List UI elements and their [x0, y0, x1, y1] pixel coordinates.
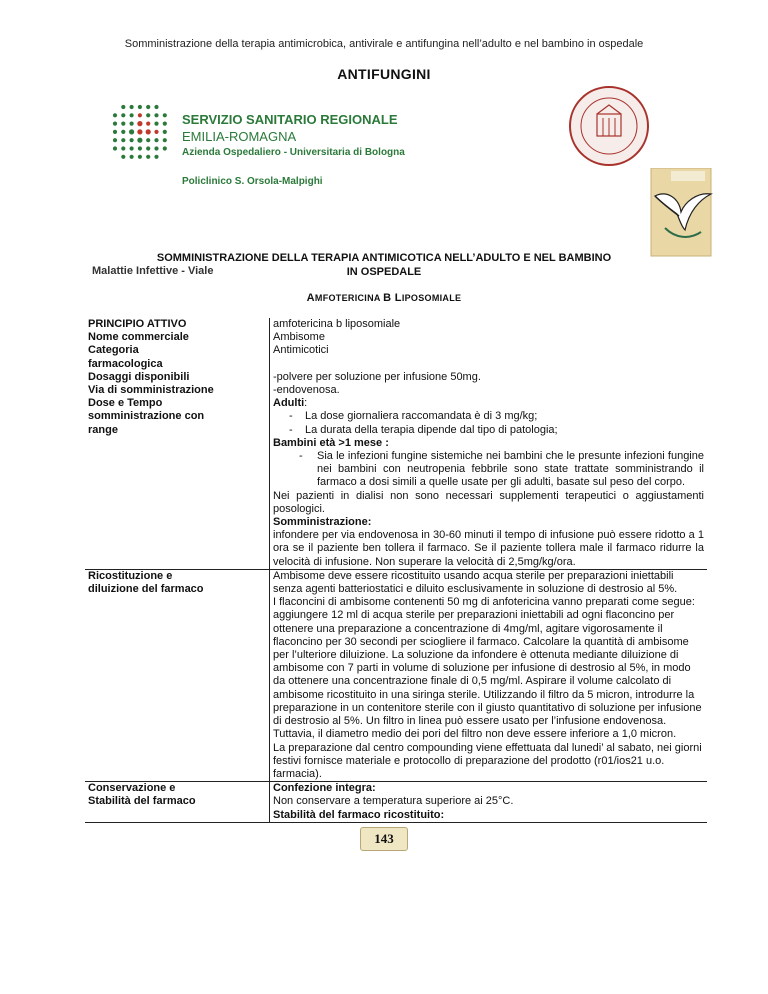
row-label-line: Categoria [88, 344, 139, 357]
logo-dot [163, 138, 167, 142]
confezione-heading: Confezione integra: [273, 782, 376, 795]
page-number: 143 [360, 827, 408, 851]
adulti-item-1: La dose giornaliera raccomandata è di 3 mg/kg; [305, 410, 538, 423]
drug-name-heading [0, 292, 768, 304]
dot-grid-icon [110, 102, 170, 162]
row-value-via: -endovenosa. [273, 384, 340, 397]
somministrazione-text: infondere per via endovenosa in 30-60 minuti il tempo di infusione può essere ridotto a 1 ora se il paziente ben tollera il farmaco. Se il paziente tollera male il farmaco ridurre la velocità di infusione. Non superare la velocità di 2,5mg/kg/ora. [273, 529, 704, 568]
logo-dot [130, 122, 134, 126]
logo-dot [138, 155, 142, 159]
logo-dot [130, 138, 134, 142]
logo-line-2: EMILIA-ROMAGNA [182, 129, 297, 144]
table-row [85, 397, 707, 569]
logo-line-3: Azienda Ospedaliero - Universitaria di Bologna [182, 147, 405, 158]
table-row [85, 344, 707, 370]
logo-dot [146, 105, 150, 109]
document-title-line-1: SOMMINISTRAZIONE DELLA TERAPIA ANTIMICOTICA NELL’ADULTO E NEL BAMBINO [156, 252, 612, 264]
bambini-heading: Bambini età >1 mese : [273, 436, 389, 449]
logo-dot [146, 129, 151, 134]
logo-dot [154, 122, 158, 126]
section-title: ANTIFUNGINI [337, 66, 431, 82]
table-row [85, 318, 707, 331]
logo-dot [130, 155, 134, 159]
row-value-conservazione [270, 782, 708, 823]
logo-dot [121, 113, 125, 117]
logo-dot [137, 129, 142, 134]
row-value-categoria: Antimicotici [273, 344, 329, 357]
logo-dot [129, 129, 134, 134]
logo-dot [154, 113, 158, 117]
row-label-dosaggi: Dosaggi disponibili [85, 371, 270, 384]
regional-health-logo [110, 98, 410, 190]
row-label-via: Via di somministrazione [85, 384, 270, 397]
drug-name-part: MFOTERICINA [314, 293, 384, 303]
logo-dot [130, 146, 134, 150]
logo-dot [121, 105, 125, 109]
adulti-colon: : [304, 397, 308, 410]
table-row [85, 569, 707, 781]
row-label-conservazione [85, 782, 270, 823]
row-label-line: farmacologica [88, 357, 163, 370]
row-label-line: Ricostituzione e [88, 569, 173, 582]
drug-name-part: A [306, 292, 315, 304]
confezione-text: Non conservare a temperatura superiore ai 25°C. [273, 795, 514, 808]
list-item: - Sia le infezioni fungine sistemiche nei bambini che le presunte infezioni fungine nei bambini con neutropenia febbrile sono state trattate somministrando il farmaco a dosi simili a quelle usate per gli adulti, basate sul peso del corpo. [299, 450, 704, 489]
somministrazione-heading: Somministrazione: [273, 516, 372, 529]
table-row [85, 371, 707, 384]
logo-dot [138, 105, 142, 109]
logo-dot [146, 138, 150, 142]
row-label-ricostituzione [85, 569, 270, 781]
logo-dot [121, 122, 125, 126]
document-title-line-2: IN OSPEDALE [346, 266, 422, 278]
adulti-heading: Adulti [273, 397, 305, 410]
logo-dot [137, 121, 142, 126]
logo-dot [154, 105, 158, 109]
logo-dot [121, 155, 125, 159]
logo-dot [121, 138, 125, 142]
row-value-ricostituzione [270, 569, 708, 781]
logo-dot [137, 138, 142, 143]
logo-dot [154, 130, 158, 134]
drug-data-table [85, 318, 707, 823]
logo-dot [154, 146, 158, 150]
row-label-line: Stabilità del farmaco [88, 795, 196, 808]
bambini-item-1: Sia le infezioni fungine sistemiche nei bambini che le presunte infezioni fungine nei bambini con neutropenia febbrile sono state trattate somministrando il farmaco a dosi simili a quelle usate per gli adulti, basate sul peso del corpo. [317, 450, 704, 489]
drug-name-part: L [391, 292, 402, 304]
ricostituzione-para-2: I flaconcini di ambisome contenenti 50 mg di anfotericina vanno preparati come segue: aggiungere 12 ml di acqua sterile per preparazioni iniettabili ad ogni flaconcino per ottenere una preparazione a concentrazione di 4mg/ml, agitare vigorosamente il flaconcino per 30 secondi per sciogliere il farmaco. Calcolare la quantità di ambisome per l’ulteriore diluizione. La soluzione da infondere è ottenuta mediante diluizione di ambisome con 7 parti in volume di soluzione per infusione di destrosio al 5%, in modo da ottenere una concentrazione finale di 0,5 mg/ml. Aspirare il volume calcolato di ambisome ricostituito in una siringa sterile. Utilizzando il filtro da 5 micron, introdurre la preparazione in un contenitore sterile con il giusto quantitativo di soluzione per infusione di destrosio al 5%. Un filtro in linea può essere usato per l’infusione endovenosa. Tuttavia, il diametro medio dei pori del filtro non deve essere inferiore a 1,0 micron. [273, 596, 702, 741]
table-row [85, 331, 707, 344]
logo-dot [154, 138, 158, 142]
row-value-nome: Ambisome [273, 331, 325, 344]
logo-dot [138, 146, 142, 150]
row-label-line: Dose e Tempo [88, 397, 163, 410]
logo-dot [130, 113, 134, 117]
logo-dot [138, 113, 142, 117]
drug-name-part: B [383, 292, 392, 304]
logo-dot [113, 138, 117, 142]
row-label-line: diluizione del farmaco [88, 583, 204, 596]
logo-dot [146, 155, 150, 159]
logo-dot [154, 155, 158, 159]
logo-dot [146, 146, 150, 150]
row-label-line: range [88, 423, 118, 436]
logo-dot [146, 122, 150, 126]
row-label-line: somministrazione con [88, 410, 205, 423]
row-label-categoria [85, 344, 270, 370]
table-row [85, 384, 707, 397]
logo-line-1: SERVIZIO SANITARIO REGIONALE [182, 112, 398, 127]
row-value-principio: amfotericina b liposomiale [273, 318, 401, 330]
stabilita-heading: Stabilità del farmaco ricostituito: [273, 808, 445, 821]
list-item: - La dose giornaliera raccomandata è di 3 mg/kg; [289, 410, 538, 423]
logo-dot [163, 146, 167, 150]
dialisi-text: Nei pazienti in dialisi non sono necessari supplementi terapeutici o aggiustamenti posologici. [273, 489, 704, 515]
logo-line-4: Policlinico S. Orsola-Malpighi [182, 176, 323, 187]
row-label-principio: PRINCIPIO ATTIVO [85, 318, 270, 331]
row-label-line: Conservazione e [88, 782, 176, 795]
logo-dot [163, 113, 167, 117]
study-center-bird-logo [645, 168, 717, 258]
logo-dot [113, 113, 117, 117]
ricostituzione-para-3: La preparazione dal centro compounding viene effettuata dal lunedi’ al sabato, nei giorni festivi fornisce materiale e protocollo di preparazione del prodotto (r01/ios21 u.o. farmacia). [273, 741, 702, 780]
logo-dot [130, 105, 134, 109]
adulti-item-2: La durata della terapia dipende dal tipo di patologia; [305, 423, 558, 436]
row-label-nome: Nome commerciale [85, 331, 270, 344]
logo-dot [113, 146, 117, 150]
row-label-dose [85, 397, 270, 569]
list-item: - La durata della terapia dipende dal tipo di patologia; [289, 423, 558, 436]
ricostituzione-para-1: Ambisome deve essere ricostituito usando acqua sterile per preparazioni iniettabili senza agenti batteriostatici e diluito esclusivamente in soluzione di destrosio al 5%. [273, 569, 678, 596]
university-seal-icon [568, 85, 650, 167]
logo-dot [113, 122, 117, 126]
row-value-dosaggi: -polvere per soluzione per infusione 50mg. [273, 370, 481, 383]
running-header: Somministrazione della terapia antimicrobica, antivirale e antifungina nell’adulto e nel bambino in ospedale [124, 38, 644, 50]
logo-dot [146, 113, 150, 117]
logo-dot [121, 146, 125, 150]
logo-dot [113, 130, 117, 134]
logo-dot [163, 130, 167, 134]
table-row [85, 782, 707, 823]
document-title [0, 251, 768, 279]
department-label: Malattie Infettive - Viale [92, 265, 214, 277]
row-value-dose [270, 397, 708, 569]
drug-name-part: IPOSOMIALE [401, 293, 462, 303]
logo-dot [121, 130, 125, 134]
logo-dot [163, 122, 167, 126]
